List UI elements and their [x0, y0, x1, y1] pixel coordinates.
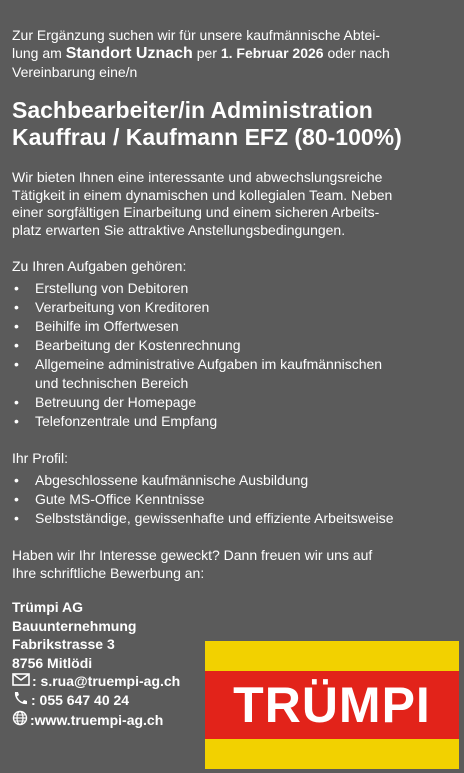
- job-ad: [12, 26, 454, 731]
- list-item: • Gute MS-Office Kenntnisse: [12, 490, 454, 509]
- website-link[interactable]: :www.truempi-ag.ch: [30, 712, 164, 728]
- list-item: • Betreuung der Homepage: [12, 393, 454, 412]
- tasks-heading: Zu Ihren Aufgaben gehören:: [12, 258, 187, 274]
- location: Standort Uznach: [65, 45, 193, 62]
- envelope-icon: [12, 672, 30, 691]
- company-name: Trümpi AG: [12, 599, 84, 615]
- list-item: • Allgemeine administrative Aufgaben im kaufmännischen und technischen Bereich: [12, 355, 454, 393]
- list-item: • Bearbeitung der Kostenrechnung: [12, 336, 454, 355]
- profile-list: [12, 471, 454, 528]
- tasks-list: [12, 279, 454, 431]
- intro-line-2-post: oder nach: [327, 45, 390, 61]
- job-title: [12, 97, 454, 151]
- intro-line-3: Vereinbarung eine/n: [12, 64, 138, 80]
- job-title-line-1: Sachbearbeiter/in Administration: [12, 97, 373, 123]
- list-item: • Telefonzentrale und Empfang: [12, 412, 454, 431]
- list-item: • Abgeschlossene kaufmännische Ausbildung: [12, 471, 454, 490]
- city-address: 8756 Mitlödi: [12, 654, 93, 671]
- logo-band: [205, 671, 459, 739]
- email-link[interactable]: : s.rua@truempi-ag.ch: [32, 673, 181, 689]
- intro-line-1: Zur Ergänzung suchen wir für unsere kaufmännische Abtei-: [12, 27, 381, 43]
- intro-line-2-mid: per: [196, 45, 217, 61]
- job-title-line-2: Kauffrau / Kaufmann EFZ (80-100%): [12, 124, 402, 150]
- intro-line-2-pre: lung am: [12, 45, 62, 61]
- intro-text: [12, 26, 454, 81]
- call-to-action: Haben wir Ihr Interesse geweckt? Dann freuen wir uns auf Ihre schriftliche Bewerbung an:: [12, 547, 373, 581]
- truempi-logo: [205, 641, 459, 769]
- street-address: Fabrikstrasse 3: [12, 636, 115, 652]
- company-division: Bauunternehmung: [12, 617, 137, 634]
- profile-heading: Ihr Profil:: [12, 450, 69, 466]
- start-date: 1. Februar 2026: [220, 45, 324, 61]
- globe-icon: [12, 710, 28, 731]
- phone-icon: [12, 691, 29, 711]
- logo-text: TRÜMPI: [233, 677, 431, 733]
- list-item: • Erstellung von Debitoren: [12, 279, 454, 298]
- list-item: • Selbstständige, gewissenhafte und effiziente Arbeitsweise: [12, 509, 454, 528]
- offer-text: Wir bieten Ihnen eine interessante und abwechslungsreiche Tätigkeit in einem dynamischen und kollegialen Team. Neben einer sorgfältigen Einarbeitung und einem sicheren Arbeits- platz erwarten Sie attraktive Anstellungsbedingungen.: [12, 169, 393, 238]
- list-item: • Beihilfe im Offertwesen: [12, 317, 454, 336]
- phone-number[interactable]: : 055 647 40 24: [31, 692, 130, 708]
- list-item: • Verarbeitung von Kreditoren: [12, 298, 454, 317]
